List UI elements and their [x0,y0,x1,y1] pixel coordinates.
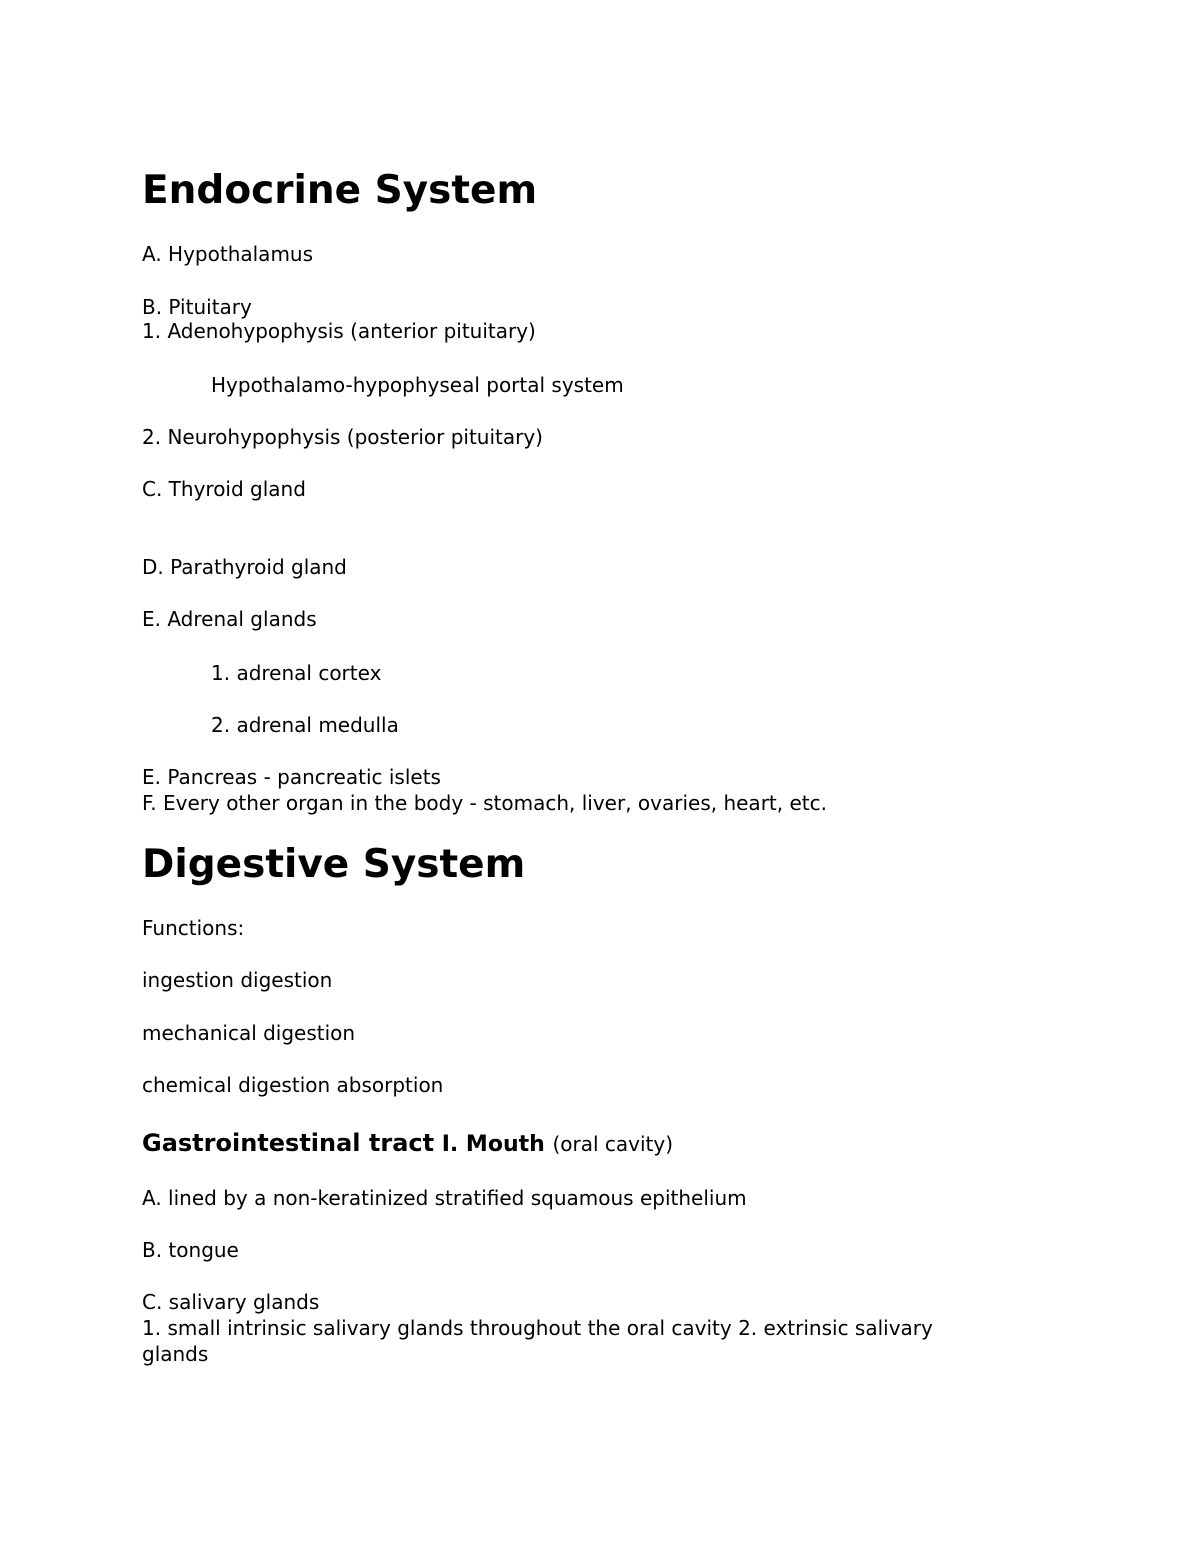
digestive-line: mechanical digestion [142,1021,356,1045]
digestive-line: chemical digestion absorption [142,1073,444,1097]
gi-tract-label: Gastrointestinal tract [142,1129,435,1157]
endocrine-line: B. Pituitary [142,295,252,319]
endocrine-line: E. Pancreas - pancreatic islets [142,765,441,789]
mouth-line: B. tongue [142,1238,239,1262]
endocrine-line: 1. adrenal cortex [211,661,382,685]
mouth-line: glands [142,1342,209,1366]
endocrine-line: A. Hypothalamus [142,242,314,266]
mouth-line: C. salivary glands [142,1290,320,1314]
endocrine-line: C. Thyroid gland [142,477,306,501]
digestive-line: ingestion digestion [142,968,333,992]
digestive-line: Functions: [142,916,245,940]
endocrine-line: Hypothalamo-hypophyseal portal system [211,373,624,397]
endocrine-line: 2. Neurohypophysis (posterior pituitary) [142,425,543,449]
endocrine-heading: Endocrine System [142,168,538,213]
endocrine-line: D. Parathyroid gland [142,555,347,579]
mouth-line: 1. small intrinsic salivary glands throughout the oral cavity 2. extrinsic salivary [142,1316,933,1340]
gi-tract-subheading [142,1128,673,1160]
oral-cavity-label: (oral cavity) [552,1132,673,1156]
endocrine-line: 2. adrenal medulla [211,713,399,737]
mouth-line: A. lined by a non-keratinized stratified squamous epithelium [142,1186,747,1210]
mouth-label: I. Mouth [441,1132,545,1157]
endocrine-line: F. Every other organ in the body - stomach, liver, ovaries, heart, etc. [142,791,827,815]
endocrine-line: E. Adrenal glands [142,607,317,631]
endocrine-line: 1. Adenohypophysis (anterior pituitary) [142,319,536,343]
digestive-heading: Digestive System [142,842,526,887]
